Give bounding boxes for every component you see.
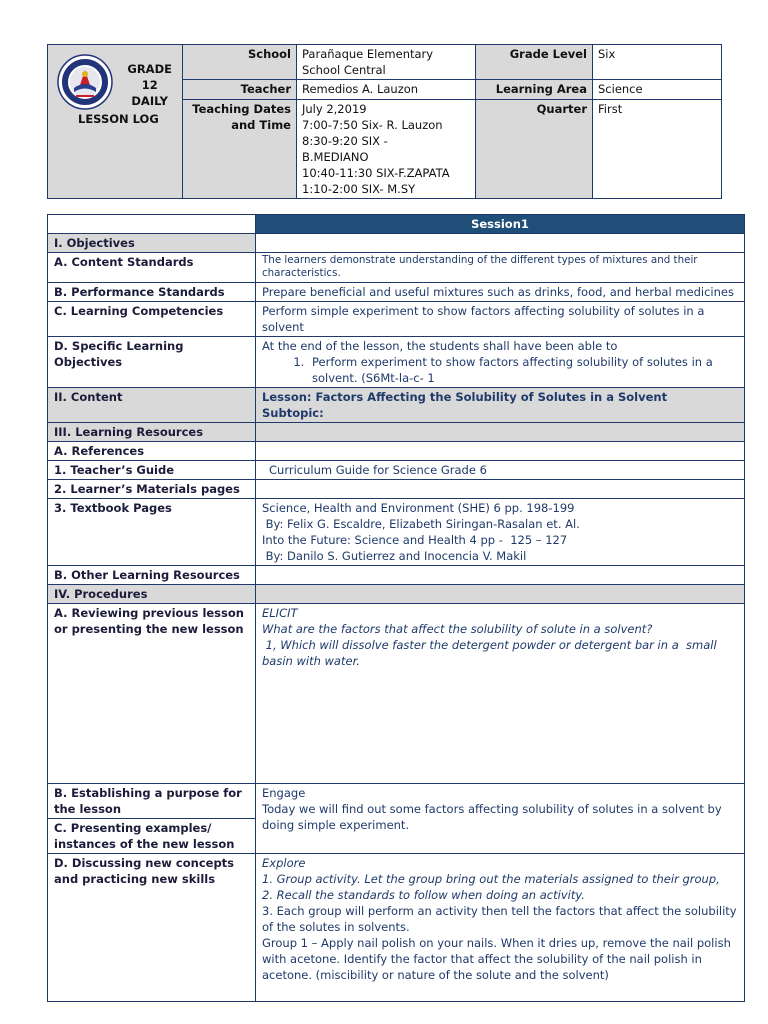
quarter-value: First [593, 100, 722, 199]
title-number: 12 [141, 78, 158, 92]
learning-area-value: Science [593, 80, 722, 100]
performance-standards-text: Prepare beneficial and useful mixtures such as drinks, food, and herbal medicines [256, 283, 745, 302]
references-label: A. References [48, 442, 256, 461]
learners-materials-label: 2. Learner’s Materials pages [48, 480, 256, 499]
content-standards-text: The learners demonstrate understanding of the different types of mixtures and their characteristics. [256, 253, 745, 283]
logo-title-cell: GRADE 12 DAILY LESSON LOG [48, 45, 183, 199]
specific-objectives-label: D. Specific Learning Objectives [48, 337, 256, 388]
school-label: School [183, 45, 297, 80]
grade-title [127, 61, 172, 109]
teaching-dates-value: July 2,2019 7:00-7:50 Six- R. Lauzon 8:30-9:20 SIX - B.MEDIANO 10:40-11:30 SIX-F.ZAPATA 1:10-2:00 SIX- M.SY [297, 100, 476, 199]
specific-objectives-text: At the end of the lesson, the students shall have been able to 1. Perform experiment to show factors affecting solubility of solutes in a solvent. (S6Mt-la-c- 1 [256, 337, 745, 388]
blank-corner-cell [48, 215, 256, 234]
quarter-label: Quarter [476, 100, 593, 199]
procedures-heading: IV. Procedures [48, 585, 256, 604]
explore-text: Explore 1. Group activity. Let the group bring out the materials assigned to their group, 2. Recall the standards to follow when doing an activity. 3. Each group will perform an activity then tell the factors that affect the solubility of the solutes in solvents. Group 1 – Apply nail polish on your nails. When it dries up, remove the nail polish with acetone. Identify the factor that affect the solubility of the nail polish in acetone. (miscibility or nature of the solute and the solvent) [256, 854, 745, 1002]
textbook-pages-label: 3. Textbook Pages [48, 499, 256, 566]
objectives-heading: I. Objectives [48, 234, 256, 253]
school-value: Parañaque Elementary School Central [297, 45, 476, 80]
reviewing-lesson-label: A. Reviewing previous lesson or presenting the new lesson [48, 604, 256, 784]
performance-standards-label: B. Performance Standards [48, 283, 256, 302]
reviewing-lesson-text: ELICIT What are the factors that affect the solubility of solute in a solvent? 1, Which will dissolve faster the detergent powder or detergent bar in a small basin with water. [256, 604, 745, 784]
grade-level-value: Six [593, 45, 722, 80]
content-heading: II. Content [48, 388, 256, 423]
session-header: Session1 [256, 215, 745, 234]
establishing-purpose-label: B. Establishing a purpose for the lesson [48, 784, 256, 819]
teacher-value: Remedios A. Lauzon [297, 80, 476, 100]
other-resources-label: B. Other Learning Resources [48, 566, 256, 585]
teacher-label: Teacher [183, 80, 297, 100]
content-standards-label: A. Content Standards [48, 253, 256, 283]
grade-level-label: Grade Level [476, 45, 593, 80]
presenting-examples-label: C. Presenting examples/ instances of the new lesson [48, 819, 256, 854]
objective-item: 1. Perform experiment to show factors affecting solubility of solutes in a solvent. (S6Mt-la-c- 1 [308, 354, 738, 386]
teachers-guide-text: Curriculum Guide for Science Grade 6 [256, 461, 745, 480]
learning-resources-heading: III. Learning Resources [48, 423, 256, 442]
title-daily: DAILY [131, 94, 168, 108]
deped-seal-logo [57, 54, 113, 110]
teachers-guide-label: 1. Teacher’s Guide [48, 461, 256, 480]
learning-area-label: Learning Area [476, 80, 593, 100]
learning-competencies-text: Perform simple experiment to show factors affecting solubility of solutes in a solvent [256, 302, 745, 337]
lesson-table [47, 214, 745, 1002]
textbook-pages-text: Science, Health and Environment (SHE) 6 pp. 198-199 By: Felix G. Escaldre, Elizabeth Siringan-Rasalan et. Al. Into the Future: Science and Health 4 pp - 125 – 127 By: Danilo S. Gutierrez and Inocencia V. Makil [256, 499, 745, 566]
learning-competencies-label: C. Learning Competencies [48, 302, 256, 337]
header-table [47, 44, 722, 199]
title-grade: GRADE [127, 62, 172, 76]
content-lesson: Lesson: Factors Affecting the Solubility of Solutes in a Solvent Subtopic: [256, 388, 745, 423]
teaching-dates-label: Teaching Dates and Time [183, 100, 297, 199]
engage-text: Engage Today we will find out some factors affecting solubility of solutes in a solvent by doing simple experiment. [256, 784, 745, 854]
discussing-concepts-label: D. Discussing new concepts and practicing new skills [48, 854, 256, 1002]
objectives-list [262, 354, 738, 386]
